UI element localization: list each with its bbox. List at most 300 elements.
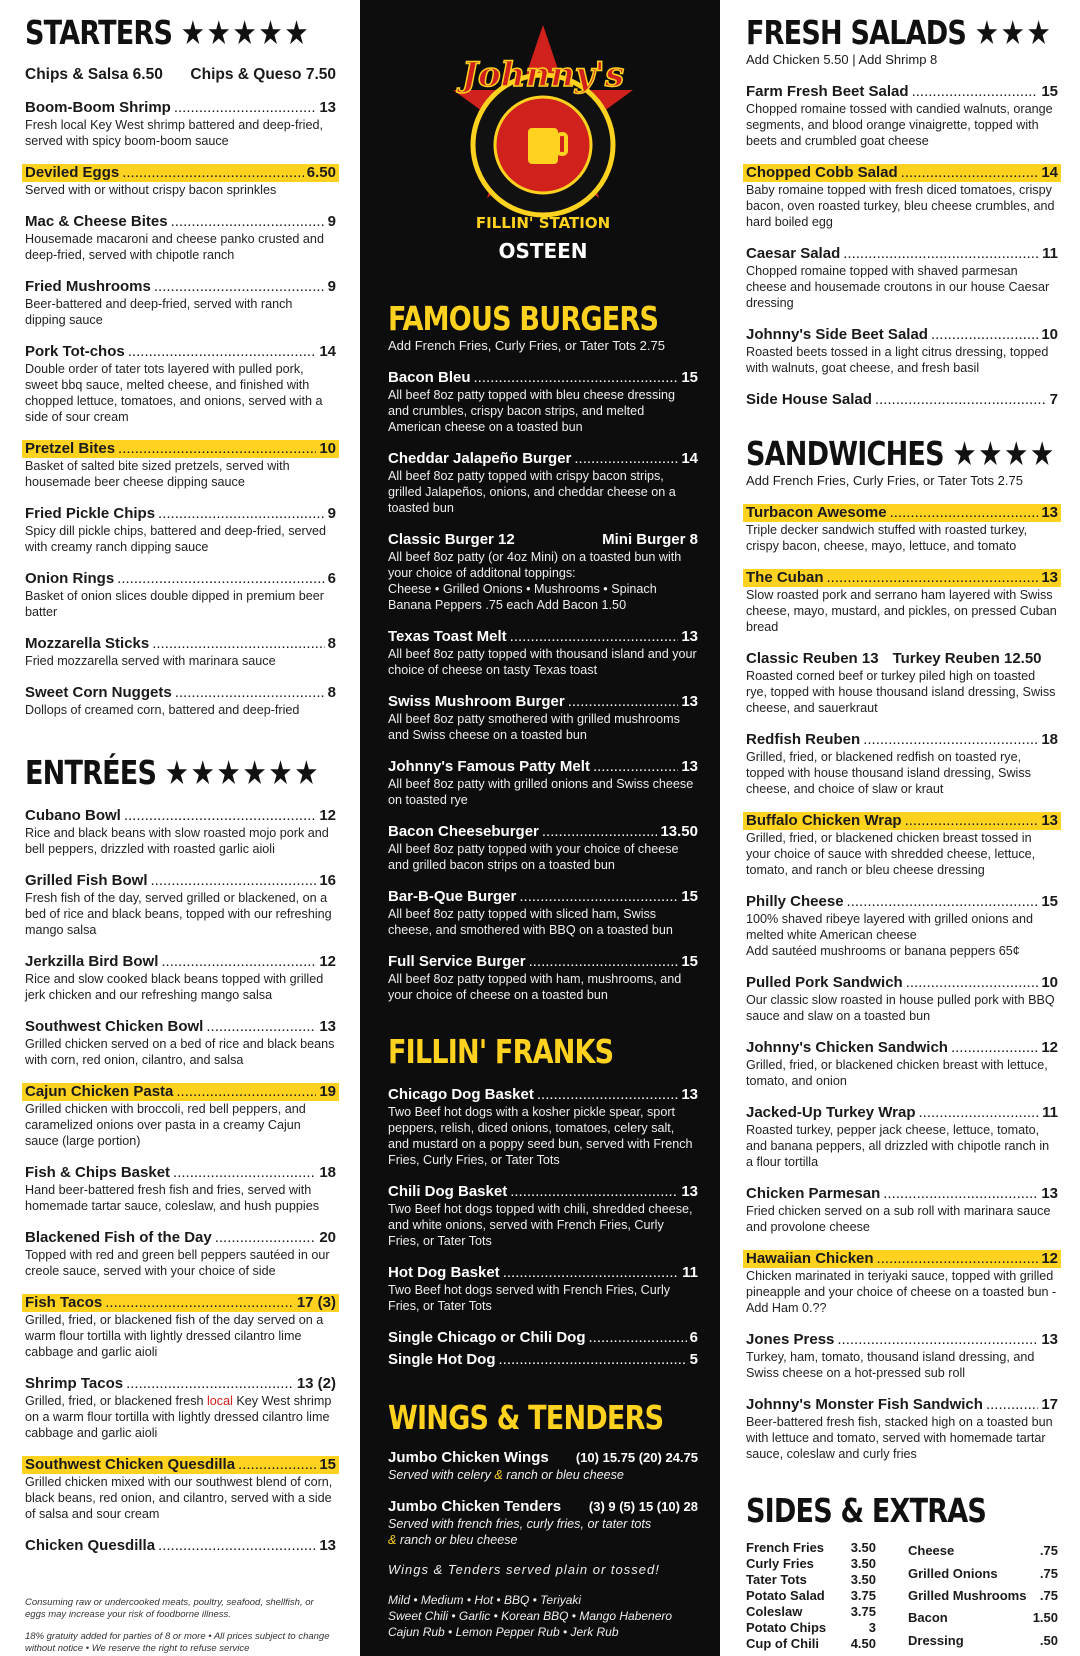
menu-item (25, 872, 336, 938)
leader-dots (105, 1294, 294, 1312)
side-row (908, 1540, 1058, 1562)
item-description: Fresh fish of the day, served grilled or blackened, on a bed of rice and black beans, topped with our refreshing mango salsa (25, 891, 332, 937)
logo-brand: Johnny's (461, 55, 625, 95)
menu-item-row (25, 99, 336, 117)
item-name: Deviled Eggs (25, 164, 120, 181)
menu-item (388, 1086, 698, 1168)
item-price: 13 (319, 99, 336, 116)
menu-item (388, 450, 698, 516)
menu-item-row (388, 1264, 698, 1282)
leader-dots (126, 1375, 294, 1393)
item-price: 17 (1041, 1396, 1058, 1413)
right-column (720, 0, 1080, 1656)
menu-item (25, 213, 336, 263)
menu-item (25, 505, 336, 555)
classic-burger-item (388, 531, 698, 613)
menu-item-row (25, 1018, 336, 1036)
side-row (746, 1588, 876, 1604)
chips-row (25, 66, 336, 84)
menu-item-row (25, 343, 336, 361)
menu-item-row (388, 1086, 698, 1104)
leader-dots (122, 164, 304, 182)
item-description: Dollops of creamed corn, battered and deep-fried (25, 703, 300, 717)
item-description: Two Beef hot dogs served with French Fries, Curly Fries, or Tater Tots (388, 1283, 671, 1313)
leader-dots (837, 1331, 1038, 1349)
item-name: Southwest Chicken Bowl (25, 1018, 204, 1035)
item-description: Two Beef hot dogs topped with chili, shredded cheese, and white onions, served with French Fries, Curly Fries, or Tater Tots (388, 1202, 693, 1248)
tenders-item (388, 1498, 698, 1548)
item-description: Grilled chicken mixed with our southwest blend of corn, black beans, red onion, and cilantro, served with a side of salsa and sour cream (25, 1475, 333, 1521)
item-name: Philly Cheese (746, 893, 844, 910)
menu-item (25, 99, 336, 149)
menu-item-row (743, 569, 1061, 587)
menu-item (388, 1264, 698, 1314)
item-price: 15 (681, 369, 698, 386)
item-name: Pulled Pork Sandwich (746, 974, 903, 991)
menu-item-row (746, 1104, 1058, 1122)
item-price: 13 (1041, 1185, 1058, 1202)
side-name: Potato Chips (746, 1620, 827, 1635)
item-description: Chopped romaine topped with shaved parmesan cheese and housemade croutons in our house Caesar dressing (746, 264, 1050, 310)
leader-dots (206, 1018, 316, 1036)
classic-reuben: Classic Reuben 13 (746, 650, 879, 667)
item-name: Johnny's Famous Patty Melt (388, 758, 590, 775)
side-name: Cup of Chili (746, 1636, 819, 1651)
menu-item-row (25, 213, 336, 231)
side-price: .50 (1039, 1632, 1058, 1648)
leader-dots (176, 1083, 316, 1101)
item-price: 9 (327, 505, 336, 522)
reuben-row (746, 650, 1058, 668)
classic-desc: All beef 8oz patty (or 4oz Mini) on a toasted bun with your choice of additonal toppings: (388, 550, 682, 580)
side-name: Potato Salad (746, 1588, 825, 1603)
reuben-item (746, 650, 1058, 716)
item-price: 18 (1041, 731, 1058, 748)
side-price: 3.50 (850, 1572, 876, 1587)
menu-item-row (746, 326, 1058, 344)
menu-item-row (746, 83, 1058, 101)
menu-item-row (746, 974, 1058, 992)
item-name: Bacon Cheeseburger (388, 823, 539, 840)
menu-item-row (25, 1164, 336, 1182)
item-description: Our classic slow roasted in house pulled pork with BBQ sauce and slaw on a toasted bun (746, 993, 1055, 1023)
leader-dots (901, 164, 1039, 182)
leader-dots (158, 1537, 316, 1555)
menu-item-row (25, 1375, 336, 1393)
item-description: All beef 8oz patty topped with ham, mushrooms, and your choice of cheese on a toasted bun (388, 972, 682, 1002)
wings-title: WINGS & TENDERS (388, 1398, 664, 1437)
sauces-line-2: Sweet Chili • Garlic • Korean BBQ • Mango Habenero (388, 1609, 673, 1623)
menu-item-row (743, 504, 1061, 522)
item-price: 16 (319, 872, 336, 889)
leader-dots (919, 1104, 1040, 1122)
menu-item (746, 504, 1058, 554)
item-name: Chopped Cobb Salad (746, 164, 898, 181)
menu-item-row (22, 1456, 339, 1474)
leader-dots (215, 1229, 317, 1247)
item-name: Hot Dog Basket (388, 1264, 500, 1281)
menu-item (25, 684, 336, 718)
side-name: Cheese (908, 1543, 955, 1559)
leader-dots (510, 628, 679, 646)
menu-item (746, 1039, 1058, 1089)
item-price: 13 (1041, 812, 1058, 829)
item-name: Jones Press (746, 1331, 835, 1348)
leader-dots (474, 369, 679, 387)
burgers-list (388, 369, 698, 1003)
leader-dots (906, 974, 1039, 992)
item-description: Grilled, fried, or blackened chicken breast tossed in your choice of sauce with shredded cheese, lettuce, tomato, and ranch or bleu cheese dressing (746, 831, 1036, 877)
menu-item (388, 1329, 698, 1347)
menu-item-row (25, 872, 336, 890)
item-description: Fried chicken served on a sub roll with marinara sauce and provolone cheese (746, 1204, 1051, 1234)
item-price: 8 (327, 684, 336, 701)
classic-toppings: Cheese • Grilled Onions • Mushrooms • Spinach (388, 582, 657, 596)
item-name: Single Chicago or Chili Dog (388, 1329, 586, 1346)
item-name: Farm Fresh Beet Salad (746, 83, 909, 100)
item-name: Southwest Chicken Quesdilla (25, 1456, 236, 1473)
item-name: Buffalo Chicken Wrap (746, 812, 902, 829)
item-description: 100% shaved ribeye layered with grilled onions and melted white American cheese (746, 912, 1034, 942)
item-name: Sweet Corn Nuggets (25, 684, 172, 701)
leader-dots (499, 1351, 687, 1369)
menu-item-row (25, 1229, 336, 1247)
side-price: 3 (868, 1620, 876, 1635)
menu-item-row (25, 684, 336, 702)
menu-item-row (388, 1329, 698, 1347)
entrees-title: ENTRÉES ★★★★★★ (25, 753, 321, 792)
item-price: 15 (1041, 893, 1058, 910)
item-name: Swiss Mushroom Burger (388, 693, 565, 710)
item-description: Fried mozzarella served with marinara sauce (25, 654, 276, 668)
item-name: Cheddar Jalapeño Burger (388, 450, 572, 467)
classic-burger: Classic Burger 12 (388, 531, 515, 548)
item-name: Johnny's Monster Fish Sandwich (746, 1396, 983, 1413)
side-name: Curly Fries (746, 1556, 814, 1571)
item-description: Grilled chicken served on a bed of rice and black beans with corn, red onion, cilantro, and salsa (25, 1037, 335, 1067)
menu-item-row (388, 823, 698, 841)
item-name: Chicago Dog Basket (388, 1086, 534, 1103)
item-name: Turbacon Awesome (746, 504, 887, 521)
item-price: 17 (3) (296, 1294, 336, 1311)
menu-item (746, 974, 1058, 1024)
wings-prices: (10) 15.75 (20) 24.75 (575, 1450, 698, 1465)
burgers-sub: Add French Fries, Curly Fries, or Tater Tots 2.75 (388, 338, 665, 353)
item-price: 12 (319, 807, 336, 824)
leader-dots (877, 1250, 1039, 1268)
item-extra: Add sautéed mushrooms or banana peppers 65¢ (746, 944, 1020, 958)
sides-left-table (746, 1540, 876, 1652)
item-description: Double order of tater tots layered with pulled pork, sweet bbq sauce, melted cheese, and finished with chopped lettuce, tomatoes, and onions, served with a side of sour cream (25, 362, 323, 424)
menu-item-row (25, 1537, 336, 1555)
menu-item (746, 731, 1058, 797)
menu-item (25, 1456, 336, 1522)
item-name: Caesar Salad (746, 245, 841, 262)
menu-item-row (388, 1183, 698, 1201)
side-row (908, 1607, 1058, 1629)
side-name: French Fries (746, 1540, 825, 1555)
menu-item (25, 953, 336, 1003)
side-price: .75 (1039, 1565, 1058, 1581)
classic-burger-row (388, 531, 698, 549)
item-name: Johnny's Chicken Sandwich (746, 1039, 948, 1056)
menu-item (25, 1375, 336, 1441)
item-description: Two Beef hot dogs with a kosher pickle spear, sport peppers, relish, diced onions, tomatoes, celery salt, and mustard on a poppy seed bun, served with French Fries, Curly Fries, or Tater Tots (388, 1105, 693, 1167)
menu-item-row (388, 628, 698, 646)
item-name: Bacon Bleu (388, 369, 471, 386)
menu-item (746, 893, 1058, 959)
salads-sub: Add Chicken 5.50 | Add Shrimp 8 (746, 52, 938, 67)
menu-item (746, 569, 1058, 635)
item-price: 13 (319, 1018, 336, 1035)
item-name: Redfish Reuben (746, 731, 861, 748)
menu-item (746, 1185, 1058, 1235)
sandwiches-sub: Add French Fries, Curly Fries, or Tater Tots 2.75 (746, 473, 1023, 488)
menu-item (746, 812, 1058, 878)
menu-item (388, 693, 698, 743)
menu-item-row (388, 450, 698, 468)
item-description: All beef 8oz patty topped with your choice of cheese and grilled bacon strips on a toasted bun (388, 842, 679, 872)
item-price: 13 (681, 693, 698, 710)
menu-item (746, 326, 1058, 376)
menu-item-row (388, 888, 698, 906)
item-name: Johnny's Side Beet Salad (746, 326, 928, 343)
leader-dots (519, 888, 678, 906)
menu-item-row (746, 1331, 1058, 1349)
item-name: Mozzarella Sticks (25, 635, 150, 652)
item-price: 13 (681, 1183, 698, 1200)
side-name: Dressing (908, 1632, 964, 1648)
item-description: Beer-battered fresh fish, stacked high on a toasted bun with lettuce and tomato, served with homemade tartar sauce, coleslaw and curly fries (746, 1415, 1053, 1461)
item-price: 12 (1041, 1039, 1058, 1056)
leader-dots (905, 812, 1039, 830)
item-price: 15 (1041, 83, 1058, 100)
menu-item (746, 164, 1058, 230)
leader-dots (931, 326, 1038, 344)
starters-title: STARTERS ★★★★★ (25, 13, 311, 52)
item-description: Grilled, fried, or blackened redfish on toasted rye, topped with house thousand island dressing, Swiss cheese, and choice of slaw or kraut (746, 750, 1031, 796)
side-price: .75 (1039, 1587, 1058, 1603)
item-description: Served with or without crispy bacon sprinkles (25, 183, 277, 197)
leader-dots (890, 504, 1039, 522)
item-price: 10 (1041, 326, 1058, 343)
side-row (746, 1556, 876, 1572)
menu-item (25, 164, 336, 198)
salads-list (746, 83, 1058, 409)
item-name: Cubano Bowl (25, 807, 121, 824)
menu-item (388, 369, 698, 435)
menu-item (25, 1083, 336, 1149)
tenders-desc: Served with french fries, curly fries, or tater tots & ranch or bleu cheese (388, 1517, 652, 1547)
item-description: Rice and slow cooked black beans topped with grilled jerk chicken and our refreshing mango salsa (25, 972, 324, 1002)
item-name: Mac & Cheese Bites (25, 213, 168, 230)
menu-item-row (22, 1083, 339, 1101)
item-price: 11 (1042, 1104, 1058, 1121)
item-name: Single Hot Dog (388, 1351, 496, 1368)
side-price: 4.50 (850, 1636, 876, 1651)
item-description: Hand beer-battered fresh fish and fries, served with homemade tartar sauce, coleslaw, and hush puppies (25, 1183, 320, 1213)
classic-extras: Banana Peppers .75 each Add Bacon 1.50 (388, 598, 627, 612)
item-price: 13 (1041, 569, 1058, 586)
menu-item-row (388, 369, 698, 387)
burgers-title: FAMOUS BURGERS (388, 299, 659, 338)
item-description: Beer-battered and deep-fried, served with ranch dipping sauce (25, 297, 293, 327)
menu-item-row (743, 164, 1061, 182)
item-description: All beef 8oz patty topped with thousand island and your choice of cheese on tasty Texas toast (388, 647, 697, 677)
menu-item (388, 1183, 698, 1249)
salads-title: FRESH SALADS ★★★ (746, 13, 1053, 52)
side-row (746, 1620, 876, 1636)
item-name: Blackened Fish of the Day (25, 1229, 212, 1246)
side-row (908, 1585, 1058, 1607)
menu-item-row (388, 758, 698, 776)
item-price: 9 (327, 213, 336, 230)
side-price: 3.50 (850, 1540, 876, 1555)
menu-item (746, 1396, 1058, 1462)
leader-dots (912, 83, 1039, 101)
leader-dots (986, 1396, 1038, 1414)
tenders-prices: (3) 9 (5) 15 (10) 28 (588, 1499, 698, 1514)
item-price: 18 (319, 1164, 336, 1181)
leader-dots (154, 278, 325, 296)
item-name: Fish & Chips Basket (25, 1164, 171, 1181)
menu-item-row (388, 953, 698, 971)
item-name: Pork Tot-chos (25, 343, 125, 360)
menu-item-row (22, 440, 339, 458)
side-name: Grilled Mushrooms (908, 1587, 1027, 1603)
johnnys-logo (453, 20, 633, 270)
leader-dots (510, 1183, 678, 1201)
item-price: 15 (681, 953, 698, 970)
menu-item-row (25, 278, 336, 296)
sandwiches-list (746, 504, 1058, 1462)
sauces-line-1: Mild • Medium • Hot • BBQ • Teriyaki (388, 1593, 582, 1607)
plain-tossed: Wings & Tenders served plain or tossed! (388, 1562, 660, 1577)
leader-dots (529, 953, 679, 971)
side-name: Bacon (908, 1610, 948, 1626)
menu-item-row (25, 505, 336, 523)
item-name: Fish Tacos (25, 1294, 103, 1311)
item-name: Chili Dog Basket (388, 1183, 508, 1200)
wings-item (388, 1449, 698, 1483)
item-description: All beef 8oz patty with grilled onions and Swiss cheese on toasted rye (388, 777, 694, 807)
item-description: Chopped romaine tossed with candied walnuts, orange segments, and blood orange vinaigrette, topped with beets and crumbled goat cheese (746, 102, 1053, 148)
menu-item-row (746, 893, 1058, 911)
side-row (746, 1604, 876, 1620)
menu-item (25, 440, 336, 490)
item-description: Roasted turkey, pepper jack cheese, lettuce, tomato, and banana peppers, all drizzled with chipotle ranch in a flour tortilla (746, 1123, 1050, 1169)
item-name: Fried Mushrooms (25, 278, 151, 295)
item-description: Triple decker sandwich stuffed with roasted turkey, crispy bacon, cheese, mayo, lettuce, and tomato (746, 523, 1028, 553)
side-row (746, 1540, 876, 1556)
item-price: 6.50 (306, 164, 336, 181)
item-price: 11 (682, 1264, 698, 1281)
franks-list (388, 1086, 698, 1369)
side-price: 1.50 (1032, 1610, 1058, 1626)
leader-dots (568, 693, 679, 711)
leader-dots (161, 953, 316, 971)
leader-dots (117, 570, 324, 588)
sauces-line-3: Cajun Rub • Lemon Pepper Rub • Jerk Rub (388, 1625, 619, 1639)
item-price: 9 (327, 278, 336, 295)
leader-dots (589, 1329, 687, 1347)
leader-dots (238, 1456, 316, 1474)
logo-location: OSTEEN (498, 239, 588, 263)
menu-item-row (22, 1294, 339, 1312)
menu-item-row (25, 807, 336, 825)
item-price: 14 (319, 343, 336, 360)
menu-item-row (746, 1039, 1058, 1057)
side-name: Tater Tots (746, 1572, 807, 1587)
leader-dots (173, 1164, 316, 1182)
menu-item (25, 1537, 336, 1555)
item-description: Grilled, fried, or blackened fish of the day served on a warm flour tortilla with lightly dressed cilantro lime cabbage and garlic aioli (25, 1313, 324, 1359)
item-price: 13 (681, 1086, 698, 1103)
menu-item (25, 570, 336, 620)
item-description: All beef 8oz patty topped with crispy bacon strips, grilled Jalapeños, onions, and cheddar cheese on a toasted bun (388, 469, 676, 515)
desc-part: Key West shrimp on a warm flour tortilla with lightly dressed cilantro lime cabbage and garlic aioli (25, 1394, 332, 1440)
side-row (908, 1562, 1058, 1584)
menu-item-row (22, 164, 339, 182)
item-description: Basket of onion slices double dipped in premium beer batter (25, 589, 324, 619)
leader-dots (847, 893, 1039, 911)
wings-desc: Served with celery & ranch or bleu cheese (388, 1468, 624, 1482)
logo-mug-shape (528, 128, 558, 164)
menu-item (25, 1018, 336, 1068)
leader-dots (152, 635, 324, 653)
menu-item-row (388, 1351, 698, 1369)
item-price: 14 (681, 450, 698, 467)
sandwiches-title: SANDWICHES ★★★★ (746, 434, 1056, 473)
item-price: 20 (319, 1229, 336, 1246)
item-price: 12 (319, 953, 336, 970)
item-price: 7 (1049, 391, 1058, 408)
sides-title: SIDES & EXTRAS (746, 1491, 987, 1530)
stars-icon: ★★★★ (952, 434, 1056, 473)
item-price: 6 (327, 570, 336, 587)
item-description: All beef 8oz patty topped with sliced ham, Swiss cheese, and smothered with BBQ on a toasted bun (388, 907, 673, 937)
item-description: Rice and black beans with slow roasted mojo pork and bell peppers, drizzled with roasted garlic aioli (25, 826, 329, 856)
item-name: Pretzel Bites (25, 440, 116, 457)
menu-item (388, 953, 698, 1003)
item-name: Chicken Quesdilla (25, 1537, 156, 1554)
menu-item-row (25, 953, 336, 971)
item-name: Full Service Burger (388, 953, 526, 970)
menu-item-row (743, 1250, 1061, 1268)
fine-print-policy: 18% gratuity added for parties of 8 or more • All prices subject to change without notice • We reserve the right to refuse service (25, 1631, 330, 1654)
item-price: 13 (681, 758, 698, 775)
leader-dots (863, 731, 1038, 749)
leader-dots (593, 758, 678, 776)
item-description: All beef 8oz patty topped with bleu cheese dressing and crumbles, crispy bacon strips, and melted American cheese on a toasted bun (388, 388, 676, 434)
menu-item (388, 888, 698, 938)
item-price: 6 (689, 1329, 698, 1346)
leader-dots (875, 391, 1047, 409)
middle-column (360, 0, 720, 1656)
leader-dots (118, 440, 316, 458)
item-description: All beef 8oz patty smothered with grilled mushrooms and Swiss cheese on a toasted bun (388, 712, 680, 742)
item-price: 15 (681, 888, 698, 905)
item-description: Fresh local Key West shrimp battered and deep-fried, served with spicy boom-boom sauce (25, 118, 323, 148)
item-name: The Cuban (746, 569, 824, 586)
leader-dots (883, 1185, 1038, 1203)
item-name: Boom-Boom Shrimp (25, 99, 171, 116)
item-name: Cajun Chicken Pasta (25, 1083, 174, 1100)
side-row (908, 1630, 1058, 1652)
menu-item (746, 83, 1058, 149)
entrees-list (25, 807, 336, 1555)
sides-right-table (908, 1540, 1058, 1652)
